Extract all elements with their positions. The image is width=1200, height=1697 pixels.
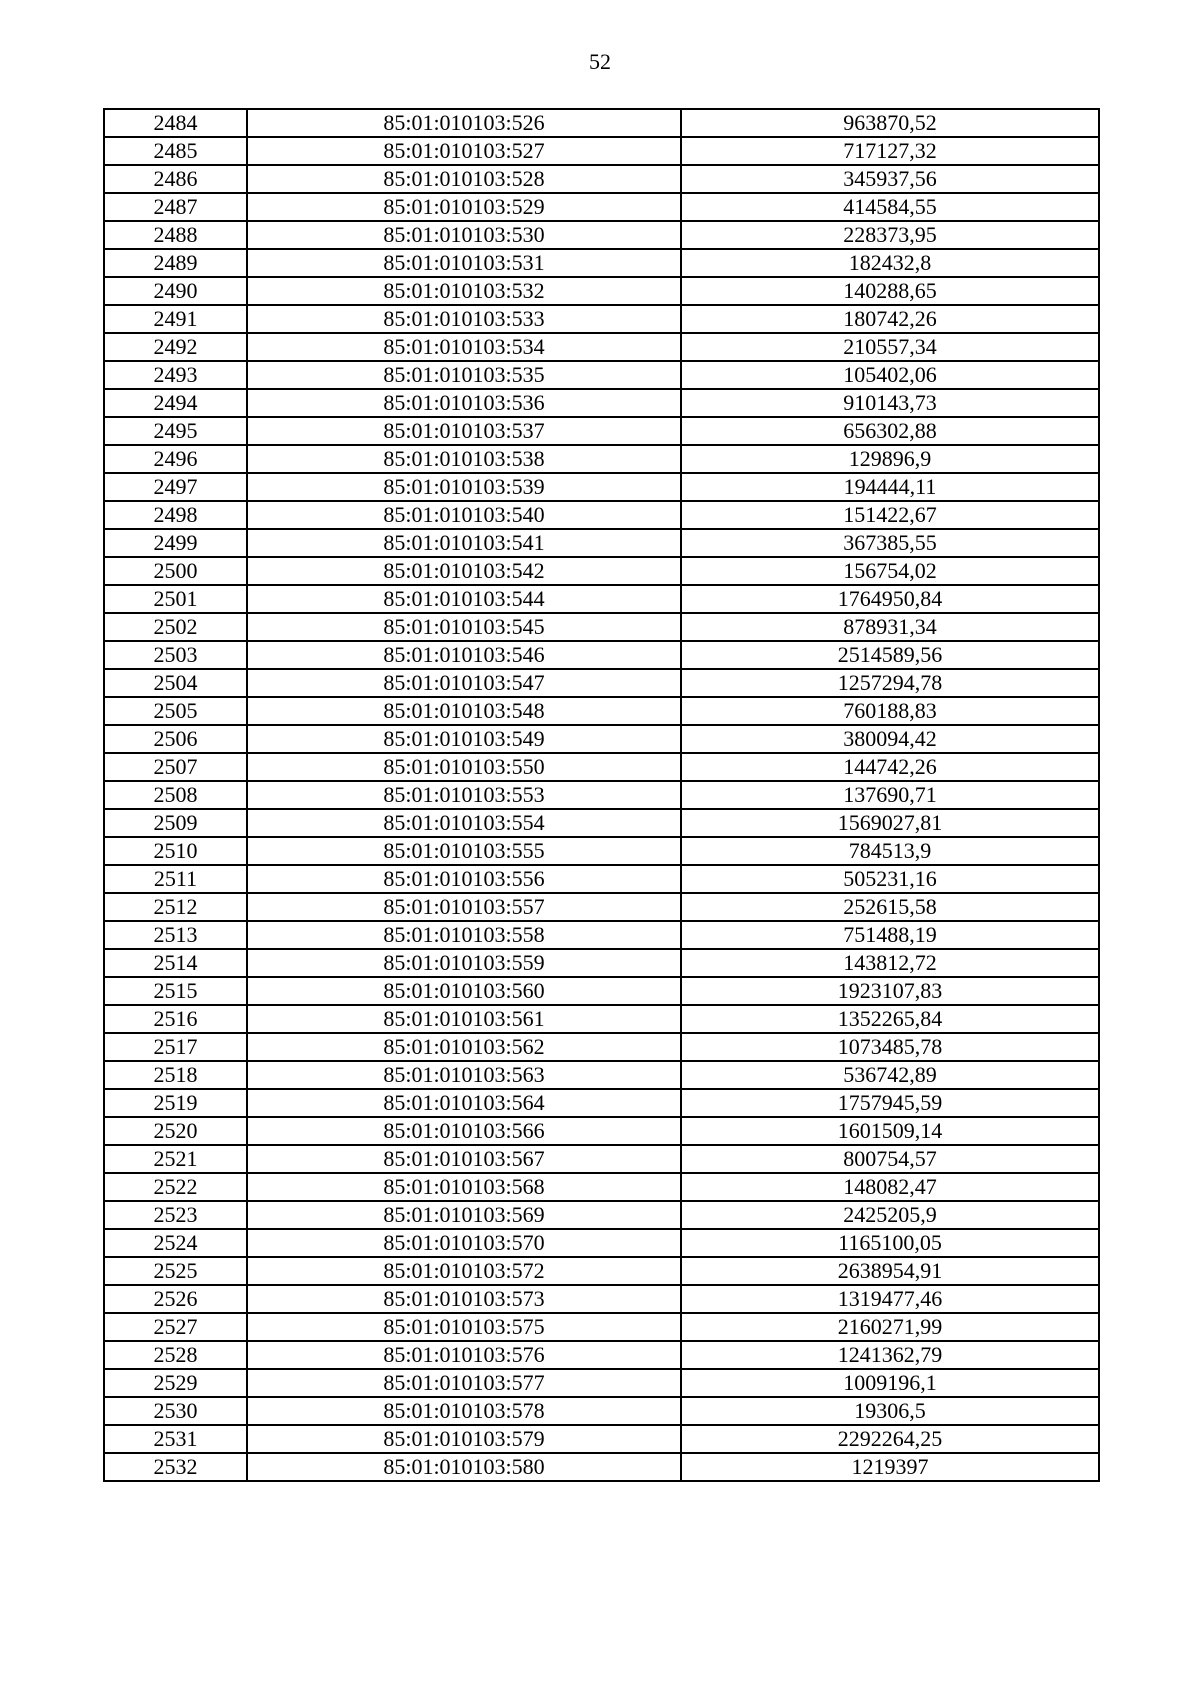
cadastral-number-cell: 85:01:010103:536 — [247, 389, 681, 417]
cadastral-number-cell: 85:01:010103:530 — [247, 221, 681, 249]
row-number-cell: 2514 — [104, 949, 247, 977]
value-cell: 800754,57 — [681, 1145, 1099, 1173]
value-cell: 1764950,84 — [681, 585, 1099, 613]
row-number-cell: 2502 — [104, 613, 247, 641]
cadastral-number-cell: 85:01:010103:554 — [247, 809, 681, 837]
cadastral-number-cell: 85:01:010103:579 — [247, 1425, 681, 1453]
table-row — [104, 389, 1099, 417]
value-cell: 1241362,79 — [681, 1341, 1099, 1369]
table-row — [104, 893, 1099, 921]
cadastral-number-cell: 85:01:010103:534 — [247, 333, 681, 361]
cadastral-number-cell: 85:01:010103:573 — [247, 1285, 681, 1313]
table-body — [104, 109, 1099, 1481]
row-number-cell: 2522 — [104, 1173, 247, 1201]
row-number-cell: 2505 — [104, 697, 247, 725]
table-row — [104, 473, 1099, 501]
table-row — [104, 697, 1099, 725]
value-cell: 367385,55 — [681, 529, 1099, 557]
value-cell: 910143,73 — [681, 389, 1099, 417]
value-cell: 2292264,25 — [681, 1425, 1099, 1453]
row-number-cell: 2518 — [104, 1061, 247, 1089]
row-number-cell: 2531 — [104, 1425, 247, 1453]
row-number-cell: 2491 — [104, 305, 247, 333]
table-row — [104, 1425, 1099, 1453]
row-number-cell: 2508 — [104, 781, 247, 809]
value-cell: 1569027,81 — [681, 809, 1099, 837]
row-number-cell: 2520 — [104, 1117, 247, 1145]
cadastral-number-cell: 85:01:010103:575 — [247, 1313, 681, 1341]
cadastral-number-cell: 85:01:010103:545 — [247, 613, 681, 641]
value-cell: 143812,72 — [681, 949, 1099, 977]
table-row — [104, 1285, 1099, 1313]
row-number-cell: 2526 — [104, 1285, 247, 1313]
row-number-cell: 2528 — [104, 1341, 247, 1369]
row-number-cell: 2516 — [104, 1005, 247, 1033]
cadastral-number-cell: 85:01:010103:532 — [247, 277, 681, 305]
row-number-cell: 2504 — [104, 669, 247, 697]
cadastral-number-cell: 85:01:010103:578 — [247, 1397, 681, 1425]
value-cell: 1757945,59 — [681, 1089, 1099, 1117]
cadastral-number-cell: 85:01:010103:548 — [247, 697, 681, 725]
cadastral-number-cell: 85:01:010103:572 — [247, 1257, 681, 1285]
value-cell: 151422,67 — [681, 501, 1099, 529]
table-row — [104, 949, 1099, 977]
cadastral-number-cell: 85:01:010103:541 — [247, 529, 681, 557]
table-row — [104, 753, 1099, 781]
row-number-cell: 2515 — [104, 977, 247, 1005]
cadastral-number-cell: 85:01:010103:549 — [247, 725, 681, 753]
table-row — [104, 725, 1099, 753]
cadastral-number-cell: 85:01:010103:542 — [247, 557, 681, 585]
table-row — [104, 165, 1099, 193]
table-row — [104, 361, 1099, 389]
table-row — [104, 613, 1099, 641]
table-row — [104, 1005, 1099, 1033]
table-row — [104, 1201, 1099, 1229]
row-number-cell: 2532 — [104, 1453, 247, 1481]
value-cell: 414584,55 — [681, 193, 1099, 221]
cadastral-number-cell: 85:01:010103:580 — [247, 1453, 681, 1481]
table-row — [104, 109, 1099, 137]
row-number-cell: 2499 — [104, 529, 247, 557]
cadastral-number-cell: 85:01:010103:557 — [247, 893, 681, 921]
cadastral-number-cell: 85:01:010103:538 — [247, 445, 681, 473]
row-number-cell: 2494 — [104, 389, 247, 417]
value-cell: 210557,34 — [681, 333, 1099, 361]
cadastral-number-cell: 85:01:010103:546 — [247, 641, 681, 669]
table-row — [104, 557, 1099, 585]
value-cell: 2160271,99 — [681, 1313, 1099, 1341]
value-cell: 505231,16 — [681, 865, 1099, 893]
value-cell: 760188,83 — [681, 697, 1099, 725]
table-row — [104, 445, 1099, 473]
table-row — [104, 137, 1099, 165]
value-cell: 878931,34 — [681, 613, 1099, 641]
row-number-cell: 2509 — [104, 809, 247, 837]
table-row — [104, 865, 1099, 893]
table-row — [104, 809, 1099, 837]
row-number-cell: 2488 — [104, 221, 247, 249]
cadastral-number-cell: 85:01:010103:567 — [247, 1145, 681, 1173]
table-row — [104, 193, 1099, 221]
row-number-cell: 2523 — [104, 1201, 247, 1229]
table-row — [104, 1117, 1099, 1145]
row-number-cell: 2503 — [104, 641, 247, 669]
value-cell: 129896,9 — [681, 445, 1099, 473]
value-cell: 751488,19 — [681, 921, 1099, 949]
value-cell: 194444,11 — [681, 473, 1099, 501]
row-number-cell: 2486 — [104, 165, 247, 193]
row-number-cell: 2529 — [104, 1369, 247, 1397]
table-row — [104, 1453, 1099, 1481]
row-number-cell: 2511 — [104, 865, 247, 893]
value-cell: 228373,95 — [681, 221, 1099, 249]
cadastral-number-cell: 85:01:010103:537 — [247, 417, 681, 445]
row-number-cell: 2495 — [104, 417, 247, 445]
cadastral-number-cell: 85:01:010103:539 — [247, 473, 681, 501]
value-cell: 1219397 — [681, 1453, 1099, 1481]
value-cell: 345937,56 — [681, 165, 1099, 193]
cadastral-number-cell: 85:01:010103:569 — [247, 1201, 681, 1229]
value-cell: 1009196,1 — [681, 1369, 1099, 1397]
cadastral-number-cell: 85:01:010103:531 — [247, 249, 681, 277]
value-cell: 144742,26 — [681, 753, 1099, 781]
cadastral-number-cell: 85:01:010103:540 — [247, 501, 681, 529]
table-row — [104, 1397, 1099, 1425]
table-row — [104, 585, 1099, 613]
table-row — [104, 305, 1099, 333]
table-row — [104, 277, 1099, 305]
row-number-cell: 2497 — [104, 473, 247, 501]
cadastral-number-cell: 85:01:010103:544 — [247, 585, 681, 613]
table-row — [104, 669, 1099, 697]
table-row — [104, 641, 1099, 669]
table-row — [104, 1369, 1099, 1397]
table-row — [104, 1313, 1099, 1341]
table-row — [104, 417, 1099, 445]
cadastral-number-cell: 85:01:010103:577 — [247, 1369, 681, 1397]
value-cell: 2425205,9 — [681, 1201, 1099, 1229]
cadastral-number-cell: 85:01:010103:556 — [247, 865, 681, 893]
cadastral-number-cell: 85:01:010103:526 — [247, 109, 681, 137]
cadastral-number-cell: 85:01:010103:555 — [247, 837, 681, 865]
row-number-cell: 2496 — [104, 445, 247, 473]
cadastral-number-cell: 85:01:010103:576 — [247, 1341, 681, 1369]
row-number-cell: 2501 — [104, 585, 247, 613]
table-row — [104, 529, 1099, 557]
row-number-cell: 2525 — [104, 1257, 247, 1285]
table-row — [104, 1145, 1099, 1173]
cadastral-number-cell: 85:01:010103:564 — [247, 1089, 681, 1117]
value-cell: 252615,58 — [681, 893, 1099, 921]
table-row — [104, 501, 1099, 529]
page-number: 52 — [589, 49, 611, 74]
row-number-cell: 2530 — [104, 1397, 247, 1425]
cadastral-number-cell: 85:01:010103:535 — [247, 361, 681, 389]
value-cell: 182432,8 — [681, 249, 1099, 277]
cadastral-number-cell: 85:01:010103:566 — [247, 1117, 681, 1145]
table-row — [104, 977, 1099, 1005]
value-cell: 1165100,05 — [681, 1229, 1099, 1257]
row-number-cell: 2493 — [104, 361, 247, 389]
value-cell: 1601509,14 — [681, 1117, 1099, 1145]
table-row — [104, 1257, 1099, 1285]
table-row — [104, 1089, 1099, 1117]
row-number-cell: 2487 — [104, 193, 247, 221]
row-number-cell: 2506 — [104, 725, 247, 753]
cadastral-number-cell: 85:01:010103:547 — [247, 669, 681, 697]
row-number-cell: 2510 — [104, 837, 247, 865]
table-row — [104, 1173, 1099, 1201]
value-cell: 19306,5 — [681, 1397, 1099, 1425]
row-number-cell: 2527 — [104, 1313, 247, 1341]
value-cell: 2638954,91 — [681, 1257, 1099, 1285]
cadastral-number-cell: 85:01:010103:533 — [247, 305, 681, 333]
cadastral-number-cell: 85:01:010103:527 — [247, 137, 681, 165]
row-number-cell: 2519 — [104, 1089, 247, 1117]
value-cell: 1352265,84 — [681, 1005, 1099, 1033]
value-cell: 1319477,46 — [681, 1285, 1099, 1313]
row-number-cell: 2498 — [104, 501, 247, 529]
value-cell: 380094,42 — [681, 725, 1099, 753]
row-number-cell: 2492 — [104, 333, 247, 361]
row-number-cell: 2507 — [104, 753, 247, 781]
table-row — [104, 921, 1099, 949]
value-cell: 148082,47 — [681, 1173, 1099, 1201]
row-number-cell: 2490 — [104, 277, 247, 305]
table-row — [104, 1033, 1099, 1061]
value-cell: 1923107,83 — [681, 977, 1099, 1005]
row-number-cell: 2489 — [104, 249, 247, 277]
value-cell: 156754,02 — [681, 557, 1099, 585]
row-number-cell: 2512 — [104, 893, 247, 921]
row-number-cell: 2500 — [104, 557, 247, 585]
cadastral-number-cell: 85:01:010103:568 — [247, 1173, 681, 1201]
value-cell: 137690,71 — [681, 781, 1099, 809]
cadastral-number-cell: 85:01:010103:553 — [247, 781, 681, 809]
value-cell: 105402,06 — [681, 361, 1099, 389]
row-number-cell: 2517 — [104, 1033, 247, 1061]
value-cell: 1073485,78 — [681, 1033, 1099, 1061]
value-cell: 536742,89 — [681, 1061, 1099, 1089]
cadastral-number-cell: 85:01:010103:570 — [247, 1229, 681, 1257]
cadastral-number-cell: 85:01:010103:562 — [247, 1033, 681, 1061]
table-row — [104, 249, 1099, 277]
value-cell: 180742,26 — [681, 305, 1099, 333]
table-row — [104, 1341, 1099, 1369]
row-number-cell: 2524 — [104, 1229, 247, 1257]
table-row — [104, 1229, 1099, 1257]
value-cell: 717127,32 — [681, 137, 1099, 165]
table-row — [104, 837, 1099, 865]
value-cell: 140288,65 — [681, 277, 1099, 305]
row-number-cell: 2521 — [104, 1145, 247, 1173]
row-number-cell: 2484 — [104, 109, 247, 137]
value-cell: 1257294,78 — [681, 669, 1099, 697]
table-row — [104, 781, 1099, 809]
row-number-cell: 2485 — [104, 137, 247, 165]
row-number-cell: 2513 — [104, 921, 247, 949]
value-cell: 963870,52 — [681, 109, 1099, 137]
cadastral-number-cell: 85:01:010103:528 — [247, 165, 681, 193]
cadastral-number-cell: 85:01:010103:563 — [247, 1061, 681, 1089]
cadastral-number-cell: 85:01:010103:558 — [247, 921, 681, 949]
table-row — [104, 333, 1099, 361]
value-cell: 656302,88 — [681, 417, 1099, 445]
cadastral-number-cell: 85:01:010103:529 — [247, 193, 681, 221]
value-cell: 2514589,56 — [681, 641, 1099, 669]
cadastral-number-cell: 85:01:010103:561 — [247, 1005, 681, 1033]
table-row — [104, 221, 1099, 249]
value-cell: 784513,9 — [681, 837, 1099, 865]
cadastral-number-cell: 85:01:010103:550 — [247, 753, 681, 781]
cadastral-number-cell: 85:01:010103:560 — [247, 977, 681, 1005]
cadastral-number-cell: 85:01:010103:559 — [247, 949, 681, 977]
table-row — [104, 1061, 1099, 1089]
cadastral-value-table — [103, 108, 1100, 1482]
